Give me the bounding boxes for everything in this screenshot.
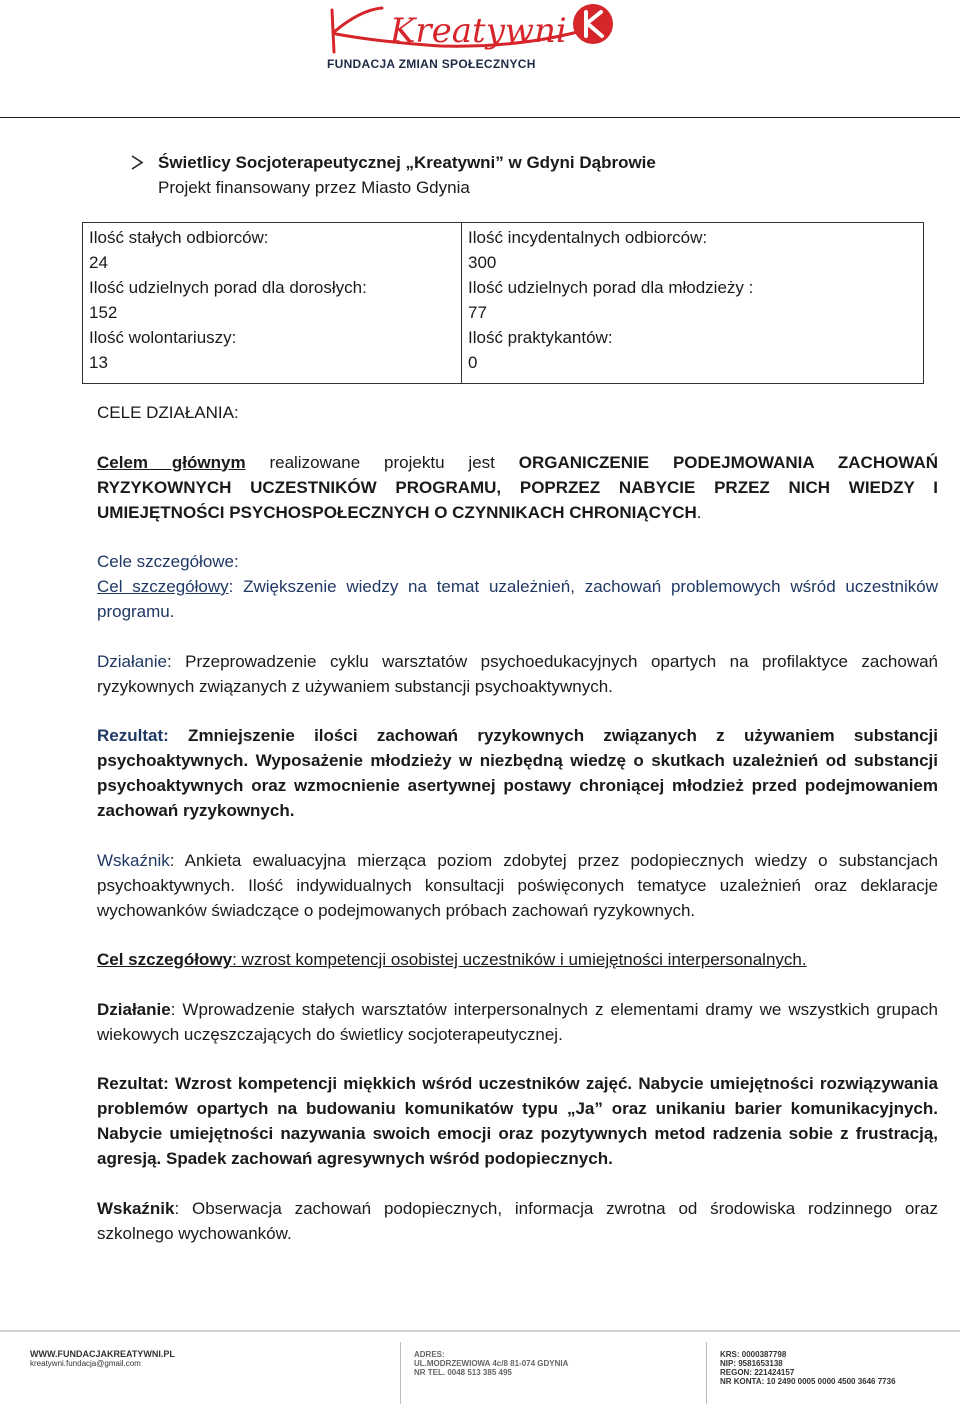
text: . [696,502,702,522]
krs-number: KRS: 0000387798 [720,1350,787,1359]
stat-value: 0 [468,353,478,372]
result-label: Rezultat: [97,726,169,745]
action-text: : Przeprowadzenie cyklu warsztatów psychoedukacyjnych opartych na profilaktyce zachowań ryzykownych związanych z używaniem substancji psychoaktywnych. [97,651,938,696]
bank-account: NR KONTA: 10 2490 0005 0000 4500 3646 7736 [720,1377,896,1386]
footer-website: WWW.FUNDACJAKREATYWNI.PL [30,1349,175,1359]
indicator-text: : Obserwacja zachowań podopiecznych, informacja zwrotna od środowiska rodzinnego oraz szkolnego wychowanków. [97,1198,938,1243]
project-title: Świetlicy Socjoterapeutycznej „Kreatywni” w Gdyni Dąbrowie [158,153,656,172]
goal-label: Cel szczegółowy [97,950,233,969]
arrow-bullet-icon [130,150,144,175]
footer-separator [400,1342,401,1404]
goals-heading: CELE DZIAŁANIA: [97,403,239,422]
footer-separator [706,1342,707,1404]
project-subtitle: Projekt finansowany przez Miasto Gdynia [158,178,470,197]
indicator-label: Wskaźnik [97,850,170,870]
stat-value: 13 [89,353,108,372]
stat-cell [83,223,462,384]
goal-1-paragraph [97,574,938,624]
footer-registry [720,1350,896,1386]
indicator-1-paragraph [97,848,938,923]
main-goal-text: ORGANICZENIE PODEJMOWANIA ZACHOWAŃ RYZYKOWNYCH UCZESTNIKÓW PROGRAMU, POPRZEZ NABYCIE PRZEZ NICH WIEDZY I UMIEJĘTNOŚCI PSYCHOSPOŁECZNYCH O CZYNNIKACH CHRONIĄCYCH [97,452,938,522]
action-label: Działanie [97,999,171,1019]
action-1-paragraph [97,649,938,699]
stat-value: 24 [89,253,108,272]
action-label: Działanie [97,651,167,671]
goal-text: : wzrost kompetencji osobistej uczestników i umiejętności interpersonalnych. [232,950,807,969]
stat-label: Ilość incydentalnych odbiorców: [468,228,708,247]
main-goal-paragraph [97,450,938,525]
result-text: Wzrost kompetencji miękkich wśród uczestników zajęć. Nabycie umiejętności rozwiązywania problemów opartych na budowaniu komunikatów typu „Ja” oraz unikaniu barier komunikacyjnych. Nabycie umiejętności nazywania swoich emocji oraz pozytywnych metod radzenia sobie z frustracją, agresją. Spadek zachowań agresywnych wśród podopiecznych. [97,1074,938,1168]
regon-number: REGON: 221424157 [720,1368,795,1377]
specific-goals-heading: Cele szczegółowe: [97,552,239,571]
document-body [97,400,938,1246]
stat-label: Ilość praktykantów: [468,328,613,347]
letterhead-footer [0,1330,960,1407]
logo-wordmark: Kreatywni [390,11,567,51]
stat-label: Ilość stałych odbiorców: [89,228,269,247]
address-label: ADRES: [414,1350,445,1359]
table-row [83,223,924,384]
action-text: : Wprowadzenie stałych warsztatów interpersonalnych z elementami dramy we wszystkich grupach wiekowych uczęszczających do świetlicy socjoterapeutycznej. [97,999,938,1044]
header-divider [0,117,960,118]
footer-email: kreatywni.fundacja@gmail.com [30,1359,141,1368]
footer-address [414,1350,568,1377]
goal-text: : Zwiększenie wiedzy na temat uzależnień, zachowań problemowych wśród uczestników programu. [97,577,938,621]
stat-label: Ilość wolontariuszy: [89,328,237,347]
text: realizowane projektu jest [245,452,519,472]
address-text: UL.MODRZEWIOWA 4c/8 81-074 GDYNIA [414,1359,569,1368]
project-intro [130,150,656,200]
indicator-2-paragraph [97,1196,938,1246]
stat-cell [462,223,924,384]
result-2-paragraph [97,1071,938,1171]
stat-value: 152 [89,303,118,322]
logo-subtitle: FUNDACJA ZMIAN SPOŁECZNYCH [327,57,536,71]
goal-2-paragraph [97,947,938,972]
stat-value: 77 [468,303,487,322]
statistics-table [82,222,924,384]
stat-label: Ilość udzielnych porad dla młodzieży : [468,278,754,297]
result-label: Rezultat: [97,1074,169,1093]
nip-number: NIP: 9581653138 [720,1359,783,1368]
result-1-paragraph [97,723,938,823]
action-2-paragraph [97,997,938,1047]
goal-label: Cel szczegółowy [97,577,229,596]
result-text: Zmniejszenie ilości zachowań ryzykownych związanych z używaniem substancji psychoaktywnych. Wyposażenie młodzieży w niezbędną wiedzę o skutkach uzależnień od substancji psychoaktywnych oraz wzmocnienie asertywnej postawy chroniącej młodzież przed podejmowaniem zachowań ryzykownych. [97,726,938,820]
phone-text: NR TEL. 0048 513 385 495 [414,1368,512,1377]
letterhead [0,0,960,118]
footer-contact [30,1350,175,1368]
main-goal-label: Celem głównym [97,452,246,472]
stat-label: Ilość udzielnych porad dla dorosłych: [89,278,367,297]
footer-divider [0,1330,960,1332]
indicator-text: : Ankieta ewaluacyjna mierząca poziom zdobytej przez podopiecznych wiedzy o substancjach psychoaktywnych. Ilość indywidualnych konsultacji poświęconych tematyce uzależnień oraz deklaracje wychowanków świadczące o podejmowanych próbach zachowań ryzykownych. [97,850,938,920]
stat-value: 300 [468,253,497,272]
indicator-label: Wskaźnik [97,1198,175,1218]
